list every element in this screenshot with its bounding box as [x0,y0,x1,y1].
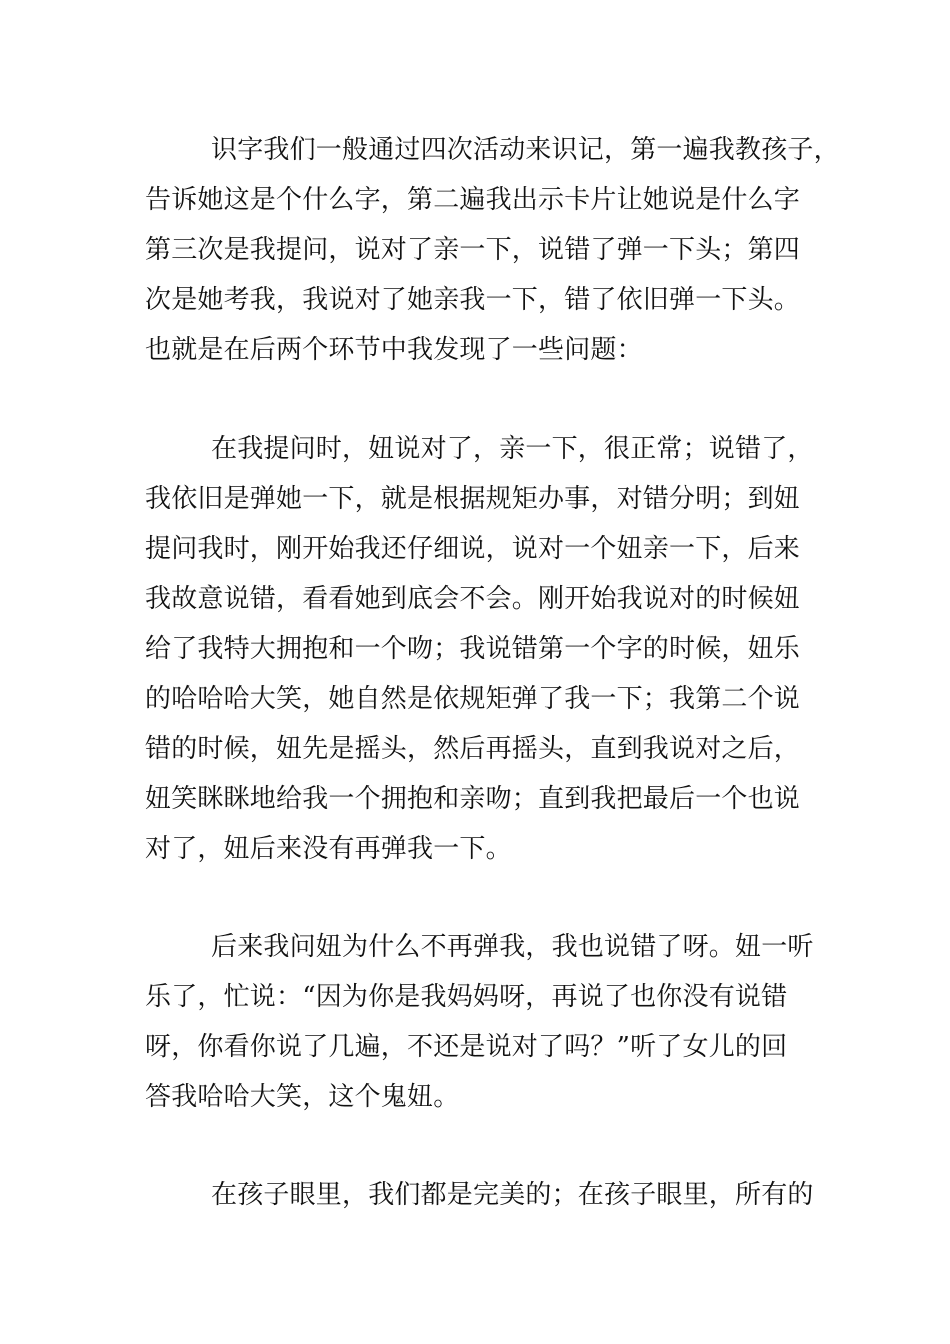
text-line: 提问我时，刚开始我还仔细说，说对一个妞亲一下，后来 [145,534,801,564]
text-line: 对了，妞后来没有再弹我一下。 [145,834,512,864]
text-line: 我故意说错，看看她到底会不会。刚开始我说对的时候妞 [145,584,801,614]
text-line: 在我提问时，妞说对了，亲一下，很正常；说错了， [211,434,814,464]
text-line: 告诉她这是个什么字，第二遍我出示卡片让她说是什么字 [145,185,801,215]
paragraph-4 [145,1170,825,1220]
text-line: 给了我特大拥抱和一个吻；我说错第一个字的时候，妞乐 [145,634,801,664]
text-line: 次是她考我，我说对了她亲我一下，错了依旧弹一下头。 [145,285,801,315]
paragraph-2 [145,424,825,874]
text-line: 妞笑眯眯地给我一个拥抱和亲吻；直到我把最后一个也说 [145,784,801,814]
text-line: 也就是在后两个环节中我发现了一些问题： [145,335,643,365]
text-line: 乐了，忙说：“因为你是我妈妈呀，再说了也你没有说错 [145,982,788,1012]
text-line: 第三次是我提问，说对了亲一下，说错了弹一下头；第四 [145,235,801,265]
text-line: 识字我们一般通过四次活动来识记，第一遍我教孩子， [211,135,840,165]
text-line: 后来我问妞为什么不再弹我，我也说错了呀。妞一听 [211,932,814,962]
paragraph-3 [145,922,825,1122]
text-line: 的哈哈哈大笑，她自然是依规矩弹了我一下；我第二个说 [145,684,801,714]
text-line: 我依旧是弹她一下，就是根据规矩办事，对错分明；到妞 [145,484,801,514]
text-line: 在孩子眼里，我们都是完美的；在孩子眼里，所有的 [211,1180,814,1210]
text-line: 呀，你看你说了几遍，不还是说对了吗？”听了女儿的回 [145,1032,788,1062]
text-line: 答我哈哈大笑，这个鬼妞。 [145,1082,460,1112]
paragraph-1 [145,125,840,375]
text-line: 错的时候，妞先是摇头，然后再摇头，直到我说对之后， [145,734,801,764]
